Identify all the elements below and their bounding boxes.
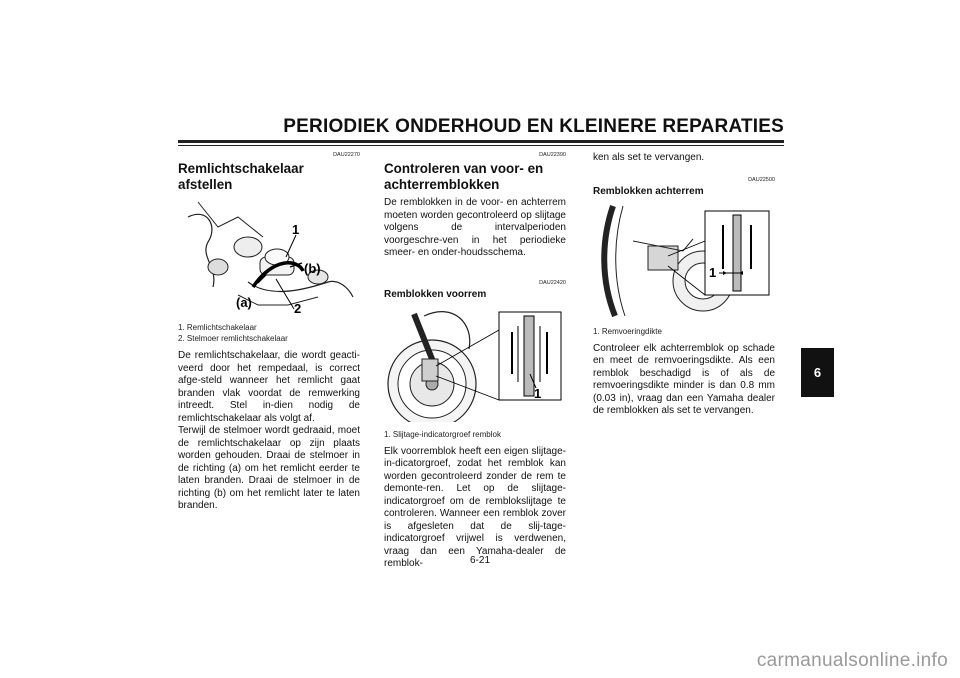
- figure-caption: [178, 322, 360, 344]
- figure-label-b: (b): [304, 261, 321, 276]
- subsection-code: DAU22500: [748, 176, 775, 183]
- brake-light-switch-illustration: [178, 197, 360, 315]
- chapter-tab: 6: [801, 348, 834, 397]
- caption-item: 1. Remlichtschakelaar: [178, 323, 257, 332]
- page-number: 6-21: [469, 555, 490, 566]
- header-rule-thick: [178, 140, 784, 143]
- continuation-text: ken als set te vervangen.: [593, 152, 705, 163]
- rear-brake-figure: [593, 201, 775, 324]
- section-code: DAU22270: [333, 152, 360, 158]
- subsection-heading: Remblokken achterrem: [593, 185, 704, 197]
- rear-wheel-illustration: [593, 201, 775, 319]
- page-header-title: PERIODIEK ONDERHOUD EN KLEINERE REPARATIES: [283, 116, 784, 137]
- body-paragraph: De remblokken in de voor- en achterrem moeten worden gecontroleerd op slijtage volgens de intervalperioden voorgeschre-ven in het periodieke smeer- en onder-houdsschema.: [384, 197, 566, 258]
- subsection-heading: Remblokken voorrem: [384, 288, 487, 300]
- header-rule-thin: [178, 145, 784, 146]
- figure-label-1: 1: [709, 264, 717, 280]
- caption-item: 2. Stelmoer remlichtschakelaar: [178, 334, 288, 343]
- body-paragraph: Controleer elk achterremblok op schade en meet de remvoeringsdikte. Als een remblok beschadigd is of als de remvoeringsdikte minder is dan 0.8 mm (0.03 in), vraag dan een Yamaha dealer de remblokken als set te vervangen.: [593, 342, 775, 416]
- body-paragraph: Elk voorremblok heeft een eigen slijtage-in-dicatorgroef, zodat het remblok kan worden gecontroleerd zonder de rem te demonte-ren. Let op de slijtage-indicatorgroef om de remblokslijtage te controleren. Wanneer een remblok zover is afgesleten dat de slij-tage-indicatorgroef vrijwel is verdwenen, vraag dan een Yamaha-dealer de remblok-: [384, 445, 566, 569]
- section-code: DAU22390: [539, 152, 566, 158]
- figure-caption: 1. Remvoeringdikte: [593, 326, 662, 336]
- body-paragraph: Terwijl de stelmoer wordt gedraaid, moet de remlichtschakelaar op zijn plaats worden gehouden. Draai de stelmoer in de richting (a) om het remlicht eerder te laten branden. Draai de stelmoer in de richting (b) om het remlicht later te laten branden.: [178, 425, 360, 511]
- column-brake-pads: [384, 150, 566, 571]
- watermark-text: carmanualsonline.info: [756, 650, 948, 671]
- body-paragraph: De remlichtschakelaar, die wordt geacti-veerd door het rempedaal, is correct afge-steld wanneer het remlicht gaat branden vlak voordat de remwerking intreedt. Stel in-dien nodig de remlichtschakelaar als volgt af.: [178, 350, 360, 424]
- figure-label-1: 1: [534, 385, 542, 401]
- front-brake-figure: [384, 304, 566, 427]
- figure-label-a: (a): [236, 295, 252, 310]
- figure-label-1: 1: [292, 222, 300, 237]
- figure-caption: 1. Slijtage-indicatorgroef remblok: [384, 429, 501, 439]
- column-brake-light-switch: [178, 150, 360, 513]
- column-rear-brake-pads: [593, 150, 775, 418]
- brake-light-switch-figure: [178, 197, 360, 320]
- section-heading: Remlichtschakelaar afstellen: [178, 161, 304, 192]
- section-heading: Controleren van voor- en achterremblokken: [384, 161, 544, 192]
- front-wheel-illustration: [384, 304, 566, 422]
- figure-label-2: 2: [294, 301, 302, 315]
- subsection-code: DAU22420: [539, 279, 566, 286]
